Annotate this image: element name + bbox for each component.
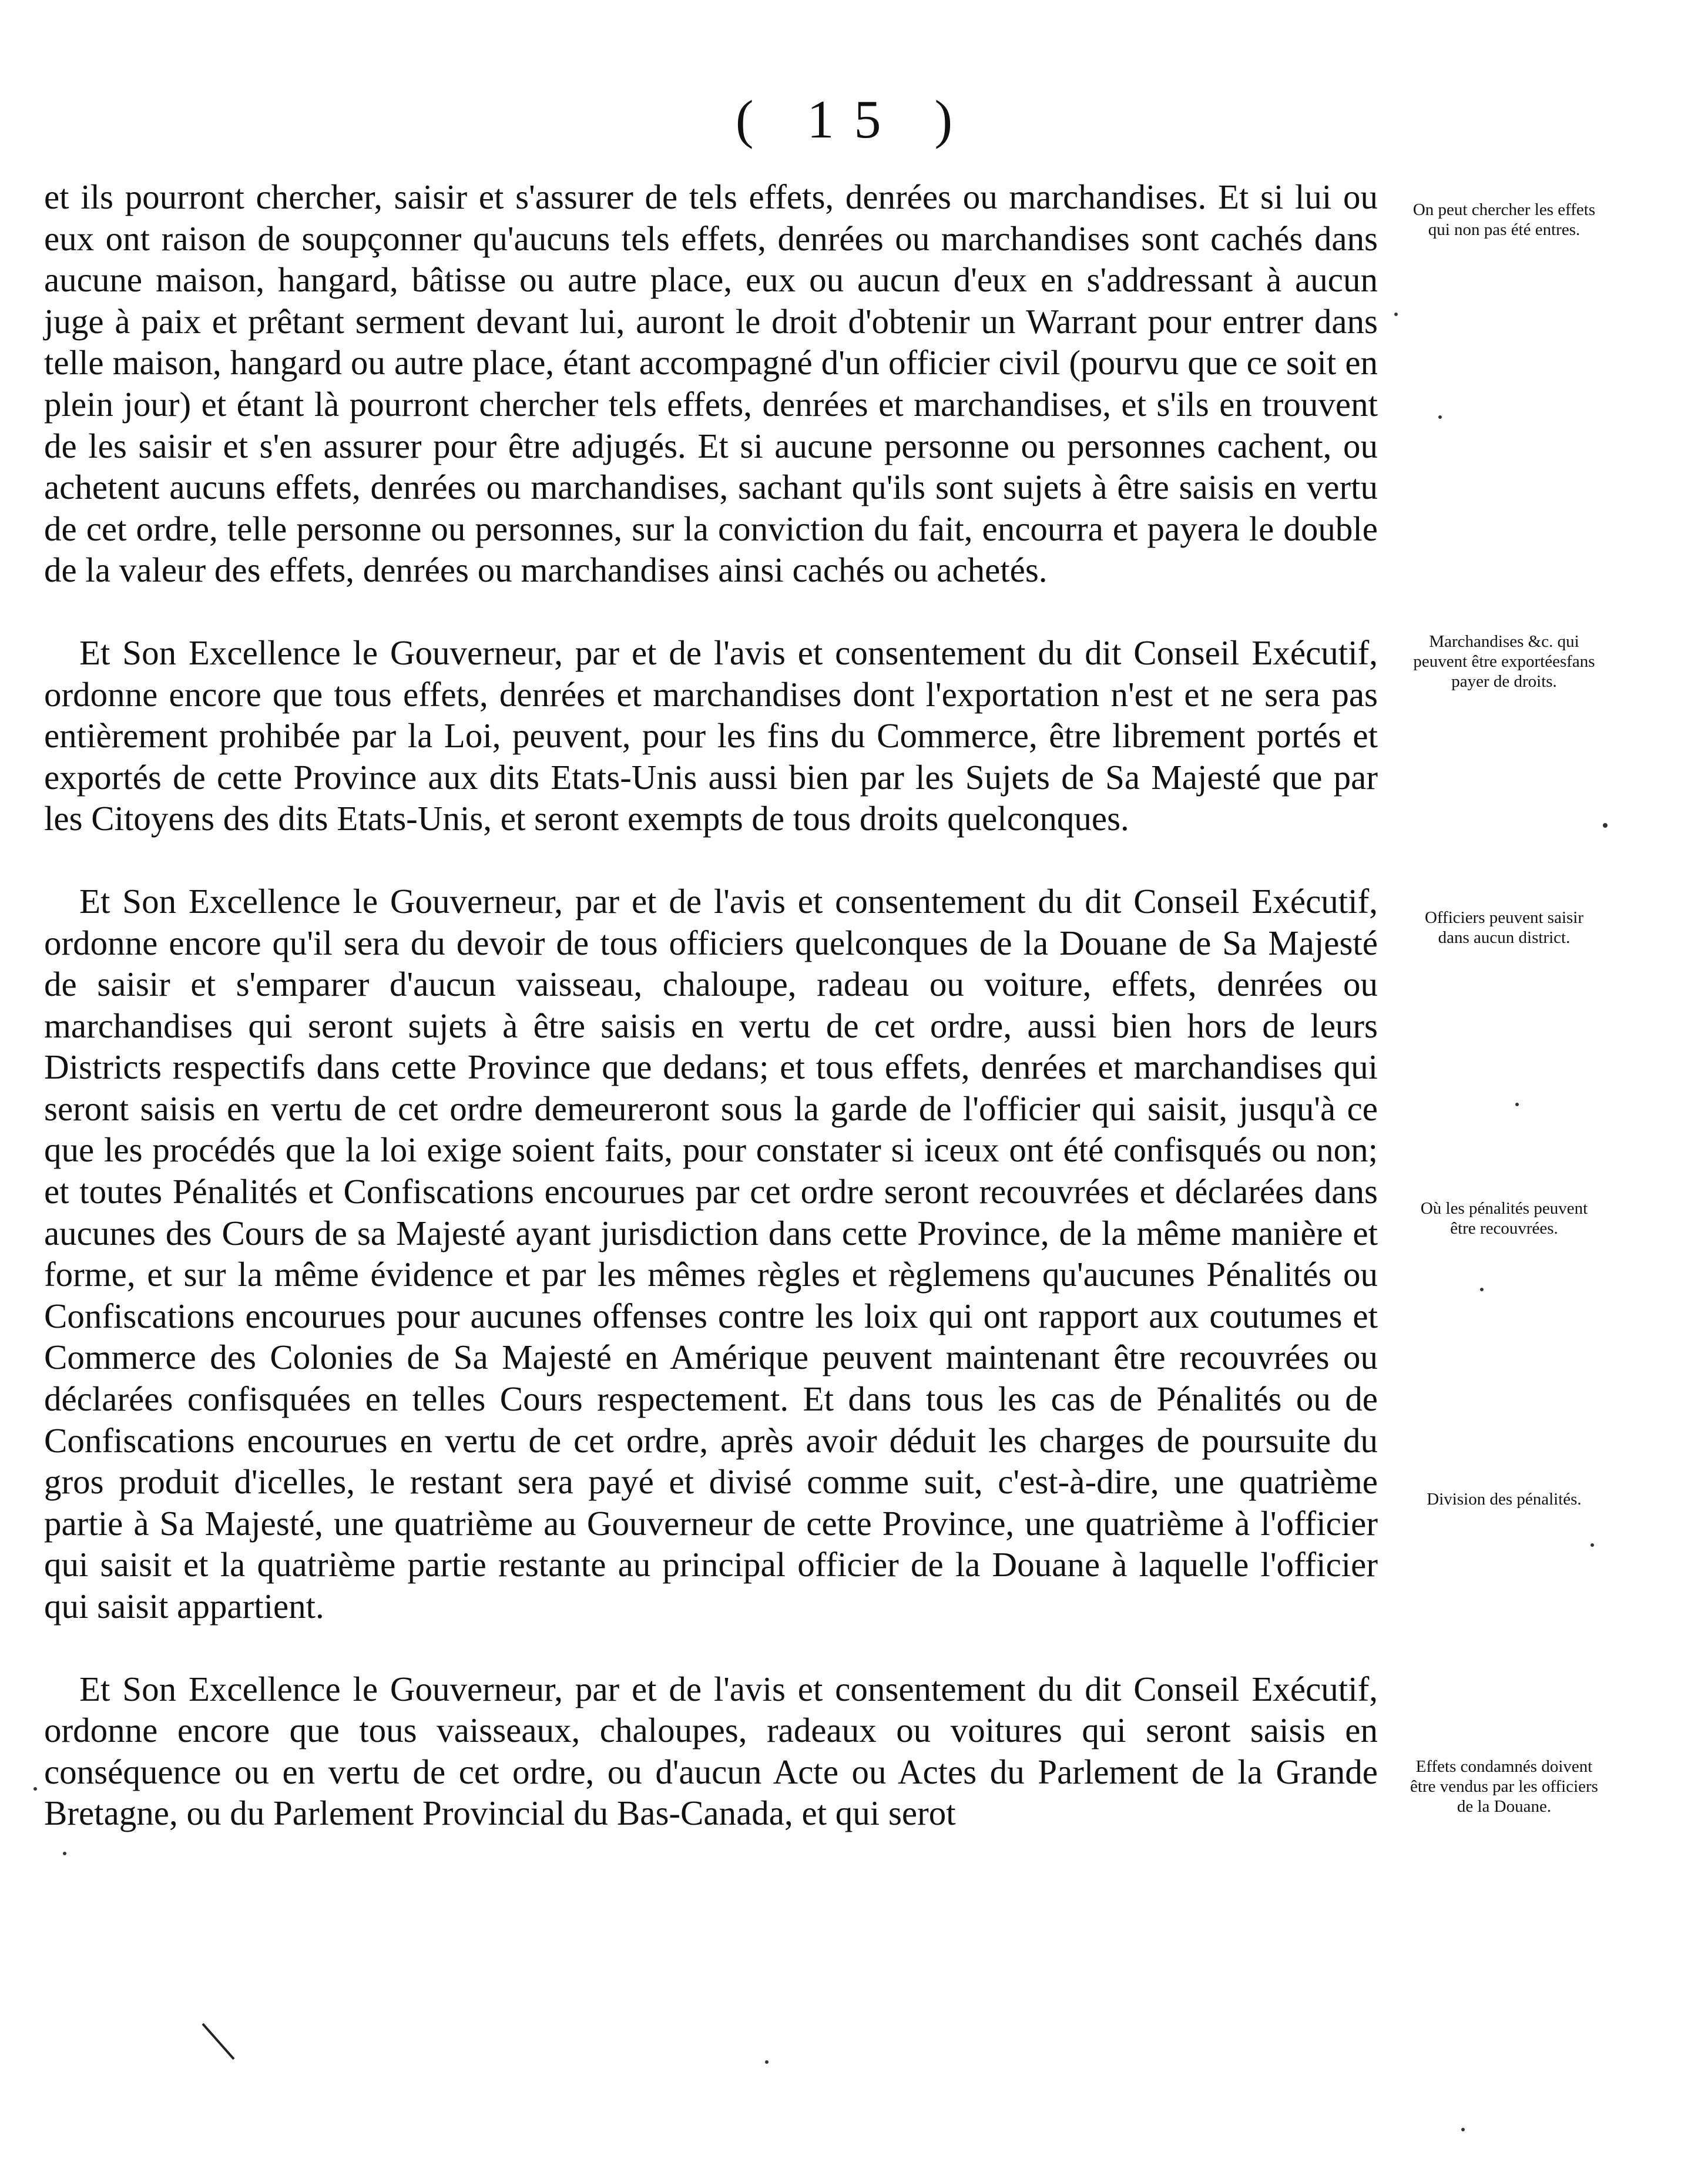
scan-dot <box>63 1852 66 1855</box>
paragraph-3: Et Son Excellence le Gouverneur, par et de l'avis et consentement du dit Conseil Exécutif, ordonne encore qu'il sera du devoir de tous officiers quelconques de la Douane de Sa Majesté de saisir et s'emparer d'aucun vaisseau, chaloupe, radeau ou voiture, effets, denrées ou marchandises qui seront sujets à être saisis en vertu de cet ordre, aussi bien hors de leurs Districts respectifs dans cette Province que dedans; et tous effets, denrées et marchandises qui seront saisis en vertu de cet ordre demeureront sous la garde de l'officier qui saisit, jusqu'à ce que les procédés que la loi exige soient faits, pour constater si iceux ont été confisqués ou non; et toutes Pénalités et Confiscations encourues par cet ordre seront recouvrées et déclarées dans aucunes des Cours de sa Majesté ayant jurisdiction dans cette Province, de la même manière et forme, et sur la même évidence et par les mêmes règles et règlemens qu'aucunes Pénalités ou Confiscations encourues pour aucunes offenses contre les loix qui ont rapport aux coutumes et Commerce des Colonies de Sa Majesté en Amérique peuvent maintenant être recouvrées ou déclarées confisquées en telles Cours respectement. Et dans tous les cas de Pénalités ou de Confiscations encourues en vertu de cet ordre, après avoir déduit les charges de poursuite du gros produit d'icelles, le restant sera payé et divisé comme suit, c'est-à-dire, une quatrième partie à Sa Majesté, une quatrième au Gouverneur de cette Province, une quatrième à l'officier qui saisit et la quatrième partie restante au principal officier de la Douane à laquelle l'officier qui saisit appartient. <box>44 881 1378 1626</box>
scan-dot <box>33 1787 37 1791</box>
scan-stroke <box>203 2024 234 2059</box>
scan-dot <box>1461 2128 1465 2131</box>
paragraph-1: et ils pourront chercher, saisir et s'assurer de tels effets, denrées ou marchandises. Et si lui ou eux ont raison de soupçonner qu'aucuns tels effets, denrées ou marchandises sont cachés dans aucune maison, hangard, bâtisse ou autre place, eux ou aucun d'eux en s'addressant à aucun juge à paix et prêtant serment devant lui, auront le droit d'obtenir un Warrant pour entrer dans telle maison, hangard ou autre place, étant accompagné d'un officier civil (pourvu que ce soit en plein jour) et étant là pourront chercher tels effets, denrées et marchandises, et s'ils en trouvent de les saisir et s'en assurer pour être adjugés. Et si aucune personne ou personnes cachent, ou achetent aucuns effets, denrées ou marchandises, sachant qu'ils sont sujets à être saisis en vertu de cet ordre, telle personne ou personnes, sur la conviction du fait, encourra et payera le double de la valeur des effets, denrées ou marchandises ainsi cachés ou achetés. <box>44 177 1378 590</box>
scan-dot <box>1480 1288 1484 1291</box>
scan-dot <box>1394 313 1398 316</box>
scan-dot <box>765 2060 769 2064</box>
margin-note-search: On peut chercher les effets qui non pas été entres. <box>1412 200 1596 239</box>
scan-dot <box>1515 1103 1519 1106</box>
margin-note-penalty-division: Division des pénalités. <box>1427 1490 1582 1509</box>
scan-dot <box>1438 415 1442 419</box>
margin-note-officers: Officiers peuvent saisir dans aucun district. <box>1424 908 1584 947</box>
scan-dot <box>1590 1543 1594 1547</box>
paragraph-4: Et Son Excellence le Gouverneur, par et de l'avis et consentement du dit Conseil Exécutif, ordonne encore que tous vaisseaux, chaloupes, radeaux ou voitures qui seront saisis en conséquence ou en vertu de cet ordre, ou d'aucun Acte ou Actes du Parlement de la Grande Bretagne, ou du Parlement Provincial du Bas-Canada, et qui serot <box>44 1669 1378 1833</box>
margin-note-penalties-recovered: Où les pénalités peuvent être recouvrées. <box>1420 1199 1588 1238</box>
scan-dot <box>1603 823 1608 828</box>
page-number: ( 15 ) <box>735 89 973 149</box>
margin-note-goods-sold: Effets condamnés doivent être vendus par les officiers de la Douane. <box>1410 1757 1598 1816</box>
margin-note-export: Marchandises &c. qui peuvent être exportéesfans payer de droits. <box>1413 632 1595 691</box>
paragraph-2: Et Son Excellence le Gouverneur, par et de l'avis et consentement du dit Conseil Exécutif, ordonne encore que tous effets, denrées et marchandises dont l'exportation n'est et ne sera pas entièrement prohibée par la Loi, peuvent, pour les fins du Commerce, être librement portés et exportés de cette Province aux dits Etats-Unis aussi bien par les Sujets de Sa Majesté que par les Citoyens des dits Etats-Unis, et seront exempts de tous droits quelconques. <box>44 633 1378 838</box>
